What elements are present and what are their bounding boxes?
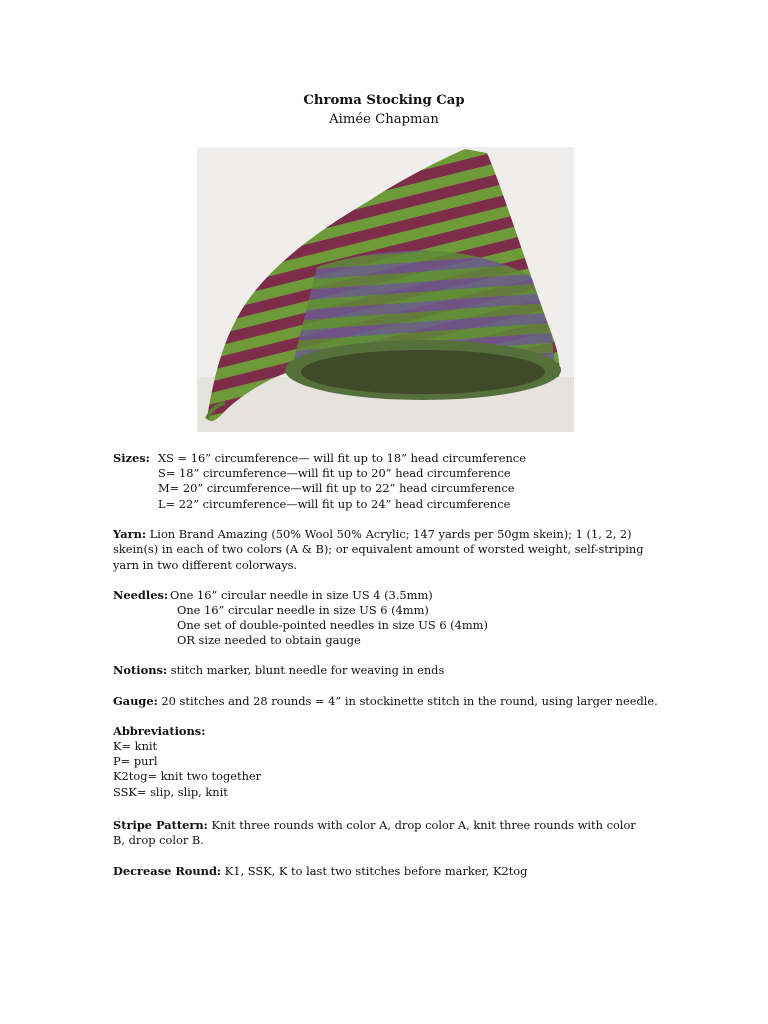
- stripe-pattern-text: Knit three rounds with color A, drop color A, knit three rounds with color B, drop color B.: [113, 818, 636, 848]
- yarn-text: Lion Brand Amazing (50% Wool 50% Acrylic; 147 yards per 50gm skein); 1 (1, 2, 2) skein(s) in each of two colors (A & B); or equivalent amount of worsted weight, self-striping yarn in two different colorways.: [113, 527, 644, 572]
- hat-photo: [197, 147, 574, 432]
- sizes-line: L= 22” circumference—will fit up to 24” head circumference: [158, 497, 511, 511]
- notions-section: [113, 663, 673, 678]
- stripe-pattern-section: [113, 818, 638, 849]
- gauge-text: 20 stitches and 28 rounds = 4” in stockinette stitch in the round, using larger needle.: [157, 694, 658, 708]
- yarn-section: [113, 527, 658, 573]
- needles-label: Needles:: [113, 588, 169, 602]
- decrease-round-label: Decrease Round:: [113, 864, 222, 878]
- abbreviation-item: K= knit: [113, 739, 158, 753]
- gauge-label: Gauge:: [113, 694, 158, 708]
- yarn-label: Yarn:: [113, 527, 147, 541]
- sizes-line: XS = 16” circumference— will fit up to 18” head circumference: [158, 451, 526, 465]
- stripe-pattern-label: Stripe Pattern:: [113, 818, 208, 832]
- notions-text: stitch marker, blunt needle for weaving in ends: [167, 663, 445, 677]
- decrease-round-section: [113, 864, 673, 879]
- needles-line: One 16” circular needle in size US 6 (4mm): [177, 603, 429, 617]
- sizes-line: M= 20” circumference—will fit up to 22” head circumference: [158, 481, 515, 495]
- sizes-label: Sizes:: [113, 451, 150, 465]
- abbreviation-item: P= purl: [113, 754, 158, 768]
- needles-line: One set of double-pointed needles in size US 6 (4mm): [177, 618, 488, 632]
- striped-stocking-cap-photo-icon: [197, 147, 574, 432]
- decrease-round-text: K1, SSK, K to last two stitches before marker, K2tog: [221, 864, 528, 878]
- notions-label: Notions:: [113, 663, 168, 677]
- needles-line: OR size needed to obtain gauge: [177, 633, 361, 647]
- abbreviation-item: SSK= slip, slip, knit: [113, 785, 228, 799]
- page-title: Chroma Stocking Cap: [303, 93, 465, 108]
- abbreviation-item: K2tog= knit two together: [113, 769, 262, 783]
- gauge-section: [113, 694, 673, 709]
- abbreviations-heading: Abbreviations:: [113, 724, 206, 738]
- sizes-line: S= 18” circumference—will fit up to 20” head circumference: [158, 466, 511, 480]
- author-name: Aimée Chapman: [329, 112, 439, 127]
- abbreviations-label: [113, 724, 673, 739]
- needles-line: One 16” circular needle in size US 4 (3.5mm): [170, 588, 433, 602]
